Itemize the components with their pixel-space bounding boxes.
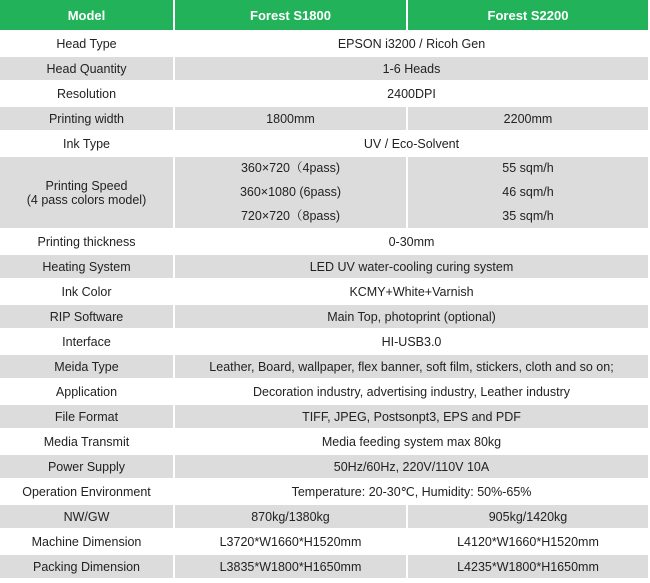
row-value: 1-6 Heads xyxy=(175,57,650,82)
header-model: Model xyxy=(0,0,175,32)
row-value: Decoration industry, advertising industry, Leather industry xyxy=(175,380,650,405)
table-row xyxy=(0,555,650,580)
row-label: Operation Environment xyxy=(0,480,175,505)
row-value: EPSON i3200 / Ricoh Gen xyxy=(175,32,650,57)
row-value: LED UV water-cooling curing system xyxy=(175,255,650,280)
row-value: TIFF, JPEG, Postsonpt3, EPS and PDF xyxy=(175,405,650,430)
row-value: 50Hz/60Hz, 220V/110V 10A xyxy=(175,455,650,480)
printing-speed-label: Printing Speed xyxy=(45,178,128,193)
row-label: Printing thickness xyxy=(0,230,175,255)
table-row xyxy=(0,107,650,132)
row-label: Head Type xyxy=(0,32,175,57)
row-label: File Format xyxy=(0,405,175,430)
table-row xyxy=(0,280,650,305)
table-row xyxy=(0,255,650,280)
speed-value: 55 sqm/h xyxy=(502,161,554,175)
table-row xyxy=(0,355,650,380)
row-value-s1800: L3720*W1660*H1520mm xyxy=(175,530,408,555)
table-row xyxy=(0,230,650,255)
table-row xyxy=(0,405,650,430)
row-label: Printing width xyxy=(0,107,175,132)
table-row xyxy=(0,82,650,107)
table-row xyxy=(0,480,650,505)
row-label: Head Quantity xyxy=(0,57,175,82)
speed-value: 46 sqm/h xyxy=(502,185,554,199)
row-value: UV / Eco-Solvent xyxy=(175,132,650,157)
table-row xyxy=(0,305,650,330)
header-s2200: Forest S2200 xyxy=(408,0,650,32)
row-value-s1800: 870kg/1380kg xyxy=(175,505,408,530)
row-value: Media feeding system max 80kg xyxy=(175,430,650,455)
row-label: Power Supply xyxy=(0,455,175,480)
speed-modes xyxy=(175,157,408,230)
row-label: Machine Dimension xyxy=(0,530,175,555)
table-row xyxy=(0,505,650,530)
row-value: Leather, Board, wallpaper, flex banner, soft film, stickers, cloth and so on; xyxy=(175,355,650,380)
row-value: KCMY+White+Varnish xyxy=(175,280,650,305)
row-value: HI-USB3.0 xyxy=(175,330,650,355)
speed-mode: 360×720（4pass) xyxy=(240,161,341,175)
row-value: Main Top, photoprint (optional) xyxy=(175,305,650,330)
table-row xyxy=(0,32,650,57)
table-row xyxy=(0,430,650,455)
row-label: RIP Software xyxy=(0,305,175,330)
row-value-s2200: 2200mm xyxy=(408,107,650,132)
row-label: Meida Type xyxy=(0,355,175,380)
row-value-s2200: 905kg/1420kg xyxy=(408,505,650,530)
speed-value: 35 sqm/h xyxy=(502,209,554,223)
header-s1800: Forest S1800 xyxy=(175,0,408,32)
row-label xyxy=(0,157,175,230)
speed-values xyxy=(408,157,650,230)
table-row xyxy=(0,57,650,82)
table-row xyxy=(0,132,650,157)
row-label: Media Transmit xyxy=(0,430,175,455)
row-value: Temperature: 20-30℃, Humidity: 50%-65% xyxy=(175,480,650,505)
row-label: Application xyxy=(0,380,175,405)
table-row xyxy=(0,330,650,355)
row-value: 2400DPI xyxy=(175,82,650,107)
row-value-s1800: 1800mm xyxy=(175,107,408,132)
table-row-printing-speed xyxy=(0,157,650,230)
printing-speed-sublabel: (4 pass colors model) xyxy=(26,192,147,207)
speed-mode: 720×720（8pass) xyxy=(240,209,341,223)
row-label: Interface xyxy=(0,330,175,355)
row-label: Resolution xyxy=(0,82,175,107)
row-label: Ink Type xyxy=(0,132,175,157)
row-label: Ink Color xyxy=(0,280,175,305)
row-label: NW/GW xyxy=(0,505,175,530)
table-row xyxy=(0,455,650,480)
header-row xyxy=(0,0,650,32)
speed-mode: 360×1080 (6pass) xyxy=(239,185,342,199)
table-row xyxy=(0,380,650,405)
row-value-s1800: L3835*W1800*H1650mm xyxy=(175,555,408,580)
row-value-s2200: L4235*W1800*H1650mm xyxy=(408,555,650,580)
row-label: Packing Dimension xyxy=(0,555,175,580)
row-value: 0-30mm xyxy=(175,230,650,255)
table-row xyxy=(0,530,650,555)
row-label: Heating System xyxy=(0,255,175,280)
row-value-s2200: L4120*W1660*H1520mm xyxy=(408,530,650,555)
